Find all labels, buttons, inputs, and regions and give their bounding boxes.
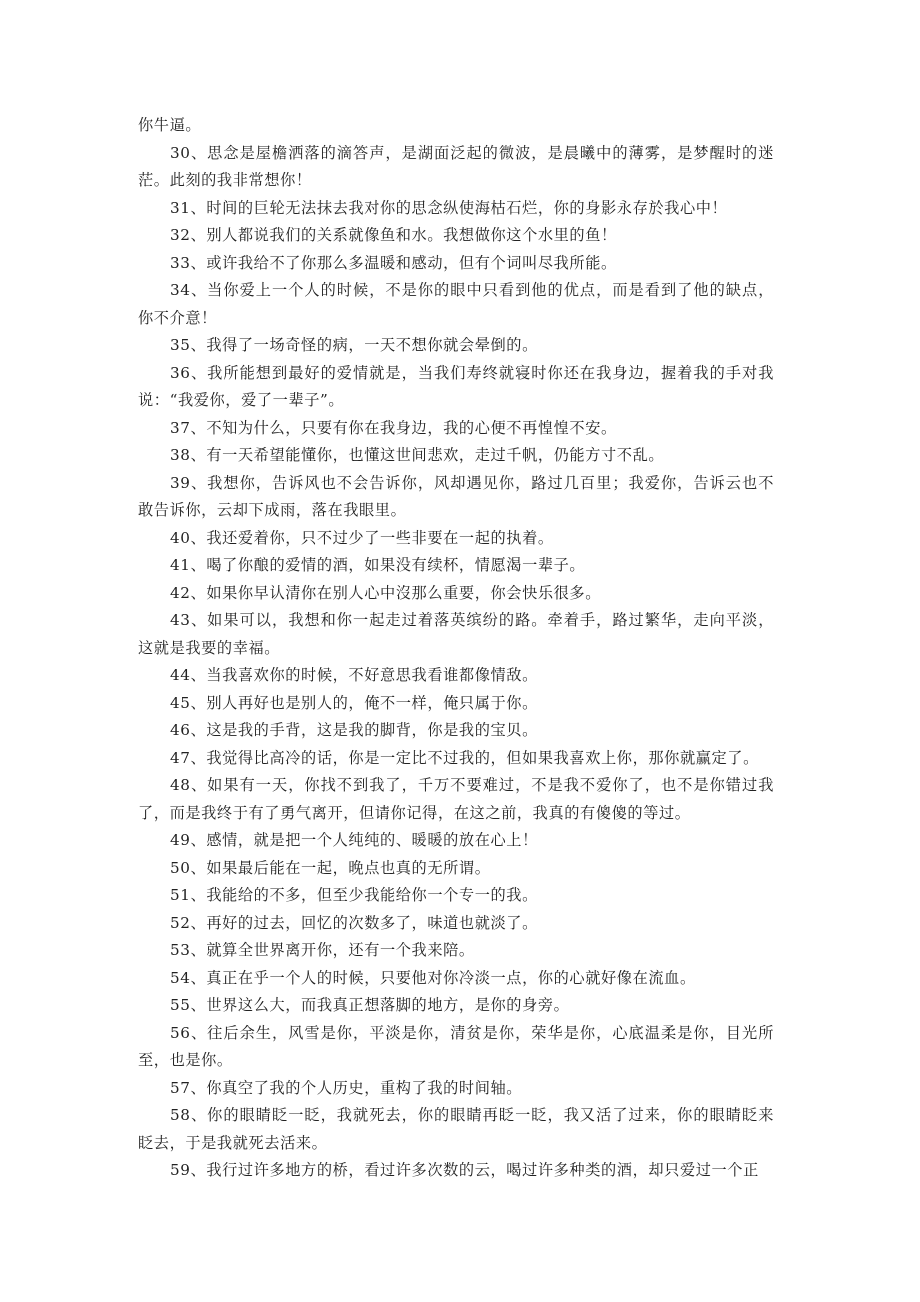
paragraph: 你牛逼。 [138, 116, 202, 134]
paragraph: 30、思念是屋檐洒落的滴答声，是湖面泛起的微波，是晨曦中的薄雾，是梦醒时的迷茫。此刻的我非常想你！ [138, 143, 774, 189]
paragraph: 45、别人再好也是别人的，俺不一样，俺只属于你。 [170, 693, 538, 712]
paragraph: 39、我想你，告诉风也不会告诉你，风却遇见你，路过几百里；我爱你，告诉云也不敢告诉你，云却下成雨，落在我眼里。 [138, 473, 774, 519]
paragraph: 49、感情，就是把一个人纯纯的、暖暖的放在心上！ [170, 831, 538, 849]
paragraph: 33、或许我给不了你那么多温暖和感动，但有个词叫尽我所能。 [170, 253, 617, 272]
paragraph: 42、如果你早认清你在别人心中沒那么重要，你会快乐很多。 [170, 583, 602, 602]
paragraph: 54、真正在乎一个人的时候，只要他对你冷淡一点，你的心就好像在流血。 [170, 968, 696, 987]
paragraph: 53、就算全世界离开你，还有一个我来陪。 [170, 941, 475, 959]
paragraph: 46、这是我的手背，这是我的脚背，你是我的宝贝。 [170, 721, 538, 739]
paragraph: 43、如果可以，我想和你一起走过着落英缤纷的路。牵着手，路过繁华，走向平淡，这就是我要的幸福。 [138, 611, 774, 657]
paragraph: 51、我能给的不多，但至少我能给你一个专一的我。 [170, 886, 538, 904]
paragraph: 47、我觉得比高冷的话，你是一定比不过我的，但如果我喜欢上你，那你就赢定了。 [170, 748, 759, 767]
paragraph: 41、喝了你酿的爱情的酒，如果没有续杯，情愿渴一辈子。 [170, 556, 586, 574]
paragraph: 48、如果有一天，你找不到我了，千万不要难过，不是我不爱你了，也不是你错过我了，而是我终于有了勇气离开，但请你记得，在这之前，我真的有傻傻的等过。 [138, 776, 774, 822]
paragraph: 55、世界这么大，而我真正想落脚的地方，是你的身旁。 [170, 996, 570, 1014]
paragraph: 52、再好的过去，回忆的次数多了，味道也就淡了。 [170, 913, 538, 932]
paragraph: 50、如果最后能在一起，晚点也真的无所谓。 [170, 858, 491, 877]
paragraph: 40、我还爱着你，只不过少了一些非要在一起的执着。 [170, 528, 554, 547]
paragraph: 57、你真空了我的个人历史，重构了我的时间轴。 [170, 1078, 523, 1097]
paragraph: 59、我行过许多地方的桥，看过许多次数的云，喝过许多种类的酒，却只爱过一个正 [170, 1161, 759, 1179]
paragraph: 36、我所能想到最好的爱情就是，当我们寿终就寝时你还在我身边，握着我的手对我说：“我爱你，爱了一辈子”。 [138, 363, 774, 409]
paragraph: 58、你的眼睛眨一眨，我就死去，你的眼睛再眨一眨，我又活了过来，你的眼睛眨来眨去，于是我就死去活来。 [138, 1106, 774, 1152]
document-body [138, 112, 774, 1185]
paragraph: 56、往后余生，风雪是你，平淡是你，清贫是你，荣华是你，心底温柔是你，目光所至，也是你。 [138, 1023, 774, 1069]
paragraph: 37、不知为什么，只要有你在我身边，我的心便不再惶惶不安。 [170, 418, 617, 437]
paragraph: 31、时间的巨轮无法抹去我对你的思念纵使海枯石烂，你的身影永存於我心中！ [170, 198, 728, 217]
paragraph: 35、我得了一场奇怪的病，一天不想你就会晕倒的。 [170, 336, 538, 354]
paragraph: 38、有一天希望能懂你，也懂这世间悲欢，走过千帆，仍能方寸不乱。 [170, 446, 665, 464]
paragraph: 32、别人都说我们的关系就像鱼和水。我想做你这个水里的鱼！ [170, 226, 617, 244]
paragraph: 44、当我喜欢你的时候，不好意思我看谁都像情敌。 [170, 666, 538, 684]
paragraph: 34、当你爱上一个人的时候，不是你的眼中只看到他的优点，而是看到了他的缺点，你不介意！ [138, 281, 774, 327]
